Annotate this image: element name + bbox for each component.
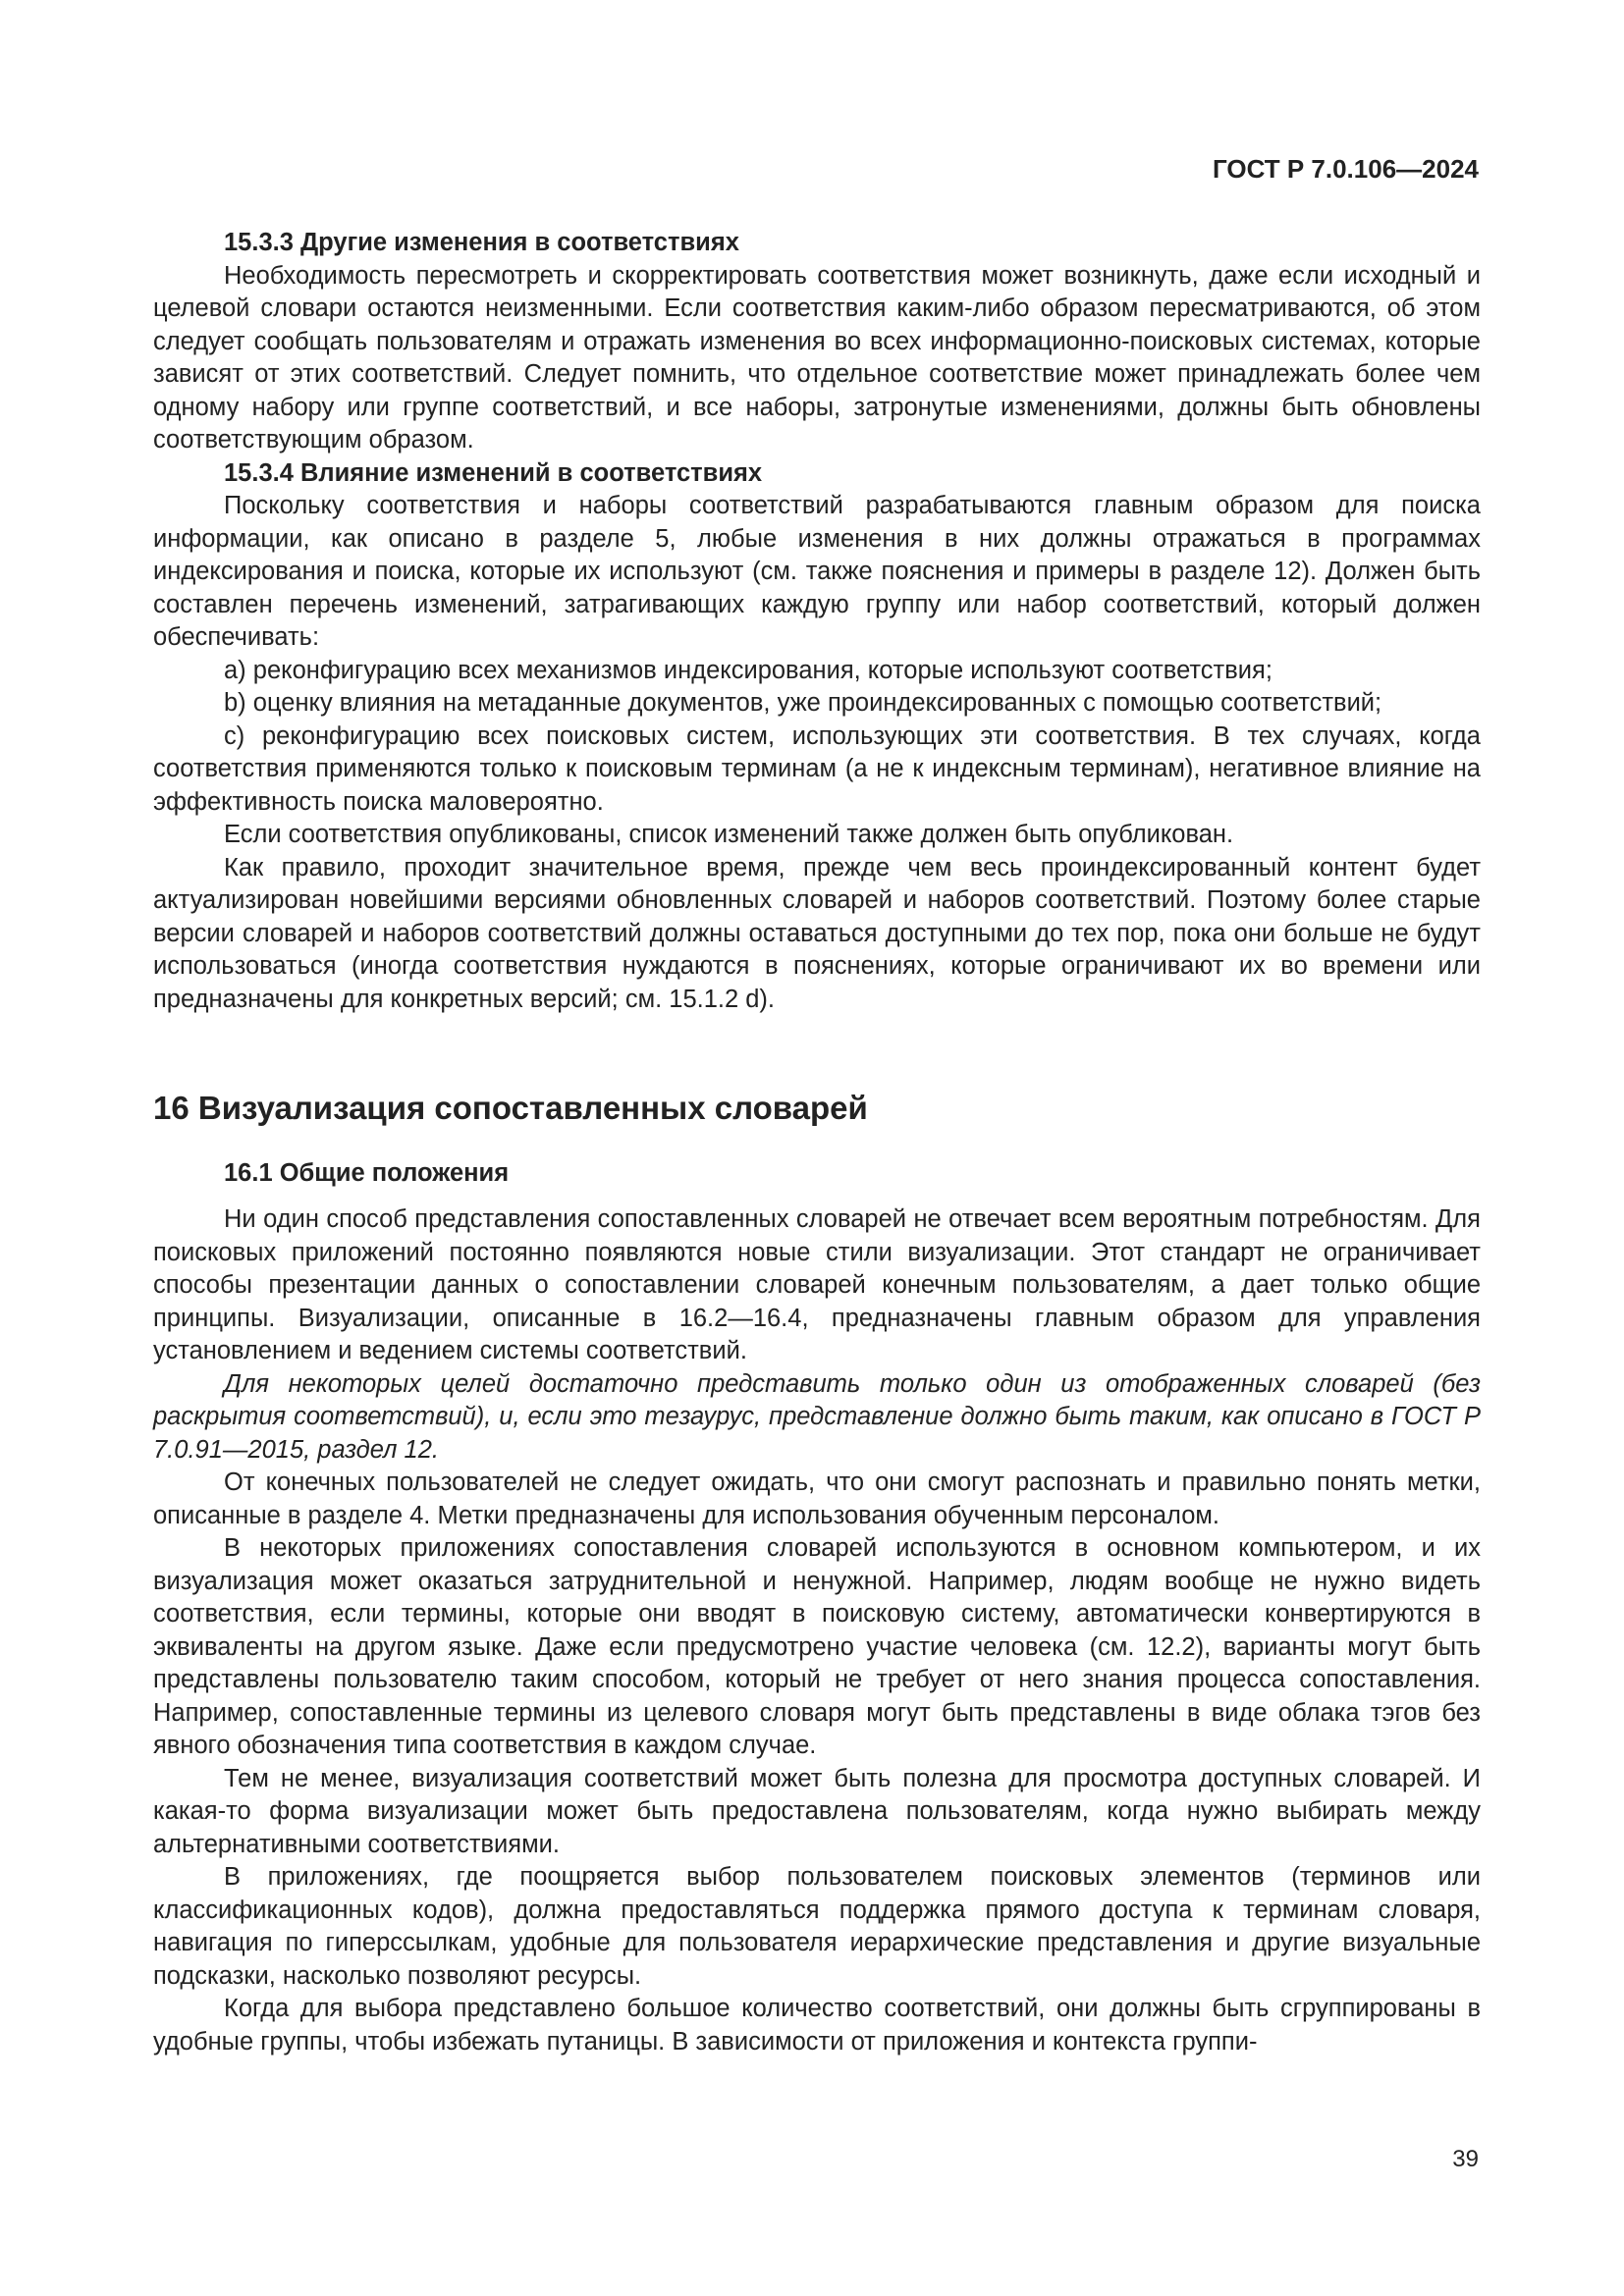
paragraph: Когда для выбора представлено большое количество соответствий, они должны быть сгруппированы в удобные группы, чтобы избежать путаницы. В зависимости от приложения и контекста группи-	[153, 1995, 1481, 2056]
paragraph: В приложениях, где поощряется выбор пользователем поисковых элементов (терминов или классификационных кодов), должна предоставляться поддержка прямого доступа к терминам словаря, навигация по гиперссылкам, удобные для пользователя иерархические представления и другие визуальные подсказки, насколько позволяют ресурсы.	[153, 1863, 1481, 1990]
section-16-heading-block	[153, 1089, 1481, 1191]
text-block-15-3	[153, 227, 1481, 1016]
note-paragraph: Для некоторых целей достаточно представить только один из отображенных словарей (без раскрытия соответствий), и, если это тезаурус, представление должно быть таким, как описано в ГОСТ Р 7.0.91—2015, раздел 12.	[153, 1369, 1481, 1464]
paragraph: Если соответствия опубликованы, список изменений также должен быть опубликован.	[224, 821, 1234, 848]
paragraph: Поскольку соответствия и наборы соответствий разрабатываются главным образом для поиска информации, как описано в разделе 5, любые изменения в них должны отражаться в программах индексирования и поиска, которые их используют (см. также пояснения и примеры в разделе 12). Должен быть составлен перечень изменений, затрагивающих каждую группу или набор соответствий, который должен обеспечивать:	[153, 492, 1481, 651]
clause-heading: 15.3.3 Другие изменения в соответствиях	[224, 229, 739, 256]
paragraph: Как правило, проходит значительное время, прежде чем весь проиндексированный контент будет актуализирован новейшими версиями обновленных словарей и наборов соответствий. Поэтому более старые версии словарей и наборов соответствий должны оставаться доступными до тех пор, пока они больше не будут использоваться (иногда соответствия нуждаются в пояснениях, которые ограничивают их во времени или предназначены для конкретных версий; см. 15.1.2 d).	[153, 853, 1481, 1013]
standard-number: ГОСТ Р 7.0.106—2024	[1212, 154, 1479, 184]
section-heading: 16 Визуализация сопоставленных словарей	[153, 1090, 868, 1126]
paragraph: b) оценку влияния на метаданные документов, уже проиндексированных с помощью соответствий;	[224, 689, 1382, 717]
clause-heading: 15.3.4 Влияние изменений в соответствиях	[224, 458, 763, 487]
paragraph: Тем не менее, визуализация соответствий может быть полезна для просмотра доступных словарей. И какая-то форма визуализации может быть предоставлена пользователям, когда нужно выбирать между альтернативными соответствиями.	[153, 1764, 1481, 1858]
paragraph: В некоторых приложениях сопоставления словарей используются в основном компьютером, и их визуализация может оказаться затруднительной и ненужной. Например, людям вообще не нужно видеть соответствия, если термины, которые они вводят в поисковую систему, автоматически конвертируются в эквиваленты на другом языке. Даже если предусмотрено участие человека (см. 12.2), варианты могут быть представлены пользователю таким способом, который не требует от него знания процесса сопоставления. Например, сопоставленные термины из целевого словаря могут быть представлены в виде облака тэгов без явного обозначения типа соответствия в каждом случае.	[153, 1534, 1481, 1759]
paragraph: От конечных пользователей не следует ожидать, что они смогут распознать и правильно понять метки, описанные в разделе 4. Метки предназначены для использования обученным персоналом.	[153, 1468, 1481, 1529]
subsection-heading: 16.1 Общие положения	[224, 1159, 510, 1187]
page-number: 39	[1452, 2146, 1479, 2172]
text-block-16-1	[153, 1203, 1481, 2058]
paragraph: a) реконфигурацию всех механизмов индексирования, которые используют соответствия;	[224, 656, 1272, 684]
paragraph: Ни один способ представления сопоставленных словарей не отвечает всем вероятным потребностям. Для поисковых приложений постоянно появляются новые стили визуализации. Этот стандарт не ограничивает способы презентации данных о сопоставлении словарей конечным пользователям, а дает только общие принципы. Визуализации, описанные в 16.2—16.4, предназначены главным образом для управления установлением и ведением системы соответствий.	[153, 1205, 1481, 1364]
paragraph: Необходимость пересмотреть и скорректировать соответствия может возникнуть, даже если исходный и целевой словари остаются неизменными. Если соответствия каким-либо образом пересматриваются, об этом следует сообщать пользователям и отражать изменения во всех информационно-поисковых системах, которые зависят от этих соответствий. Следует помнить, что отдельное соответствие может принадлежать более чем одному набору или группе соответствий, и все наборы, затронутые изменениями, должны быть обновлены соответствующим образом.	[153, 261, 1481, 454]
paragraph: c) реконфигурацию всех поисковых систем, использующих эти соответствия. В тех случаях, когда соответствия применяются только к поисковым терминам (а не к индексным терминам), негативное влияние на эффективность поиска маловероятно.	[153, 721, 1481, 816]
